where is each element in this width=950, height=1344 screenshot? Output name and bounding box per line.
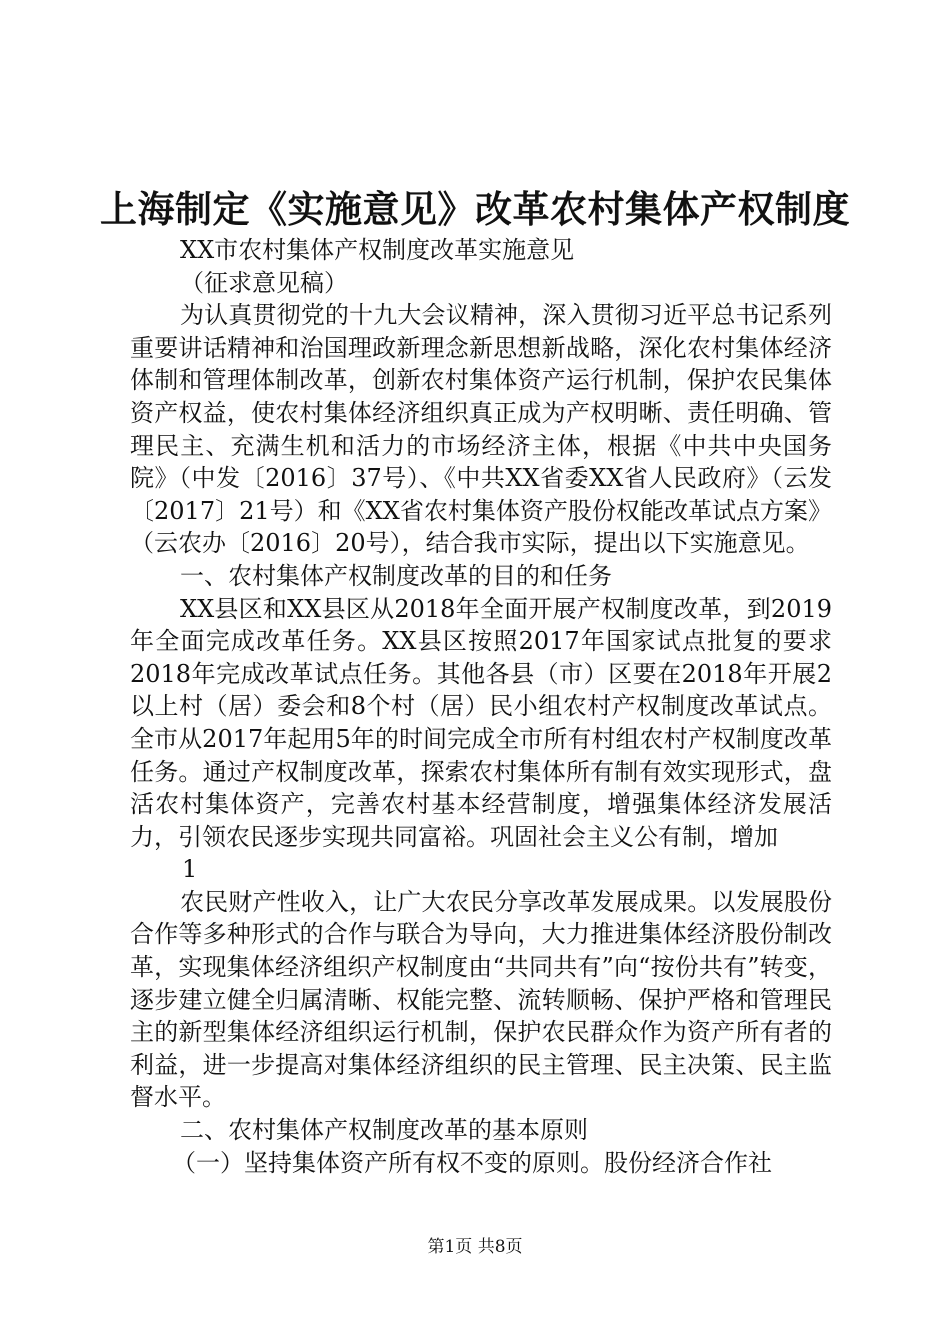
document-subtitle: XX市农村集体产权制度改革实施意见	[180, 236, 575, 264]
document-title: 上海制定《实施意见》改革农村集体产权制度	[100, 187, 850, 231]
page-footer: 第1页 共8页	[427, 1237, 523, 1257]
paragraph-3: （一）坚持集体资产所有权不变的原则。股份经济合作社	[172, 1148, 772, 1177]
section-heading-1: 一、农村集体产权制度改革的目的和任务	[180, 561, 612, 590]
paragraph-intro: 为认真贯彻党的十九大会议精神，深入贯彻习近平总书记系列重要讲话精神和治国理政新理念新思想新战略，深化农村集体经济体制和管理体制改革，创新农村集体资产运行机制，保护农民集体资产权益，使农村集体经济组织真正成为产权明晰、责任明确、管理民主、充满生机和活力的市场经济主体，根据《中共中央国务院》（中发〔2016〕37号）、《中共XX省委XX省人民政府》（云发〔2017〕21号）和《XX省农村集体资产股份权能改革试点方案》（云农办〔2016〕20号），结合我市实际，提出以下实施意见。	[130, 301, 832, 558]
document-body	[130, 234, 832, 1179]
paragraph-1: XX县区和XX县区从2018年全面开展产权制度改革，到2019年全面完成改革任务。XX县区按照2017年国家试点批复的要求2018年完成改革试点任务。其他各县（市）区要在2018年开展2以上村（居）委会和8个村（居）民小组农村产权制度改革试点。全市从2017年起用5年的时间完成全市所有村组农村产权制度改革任务。通过产权制度改革，探索农村集体所有制有效实现形式，盘活农村集体资产，完善农村基本经营制度，增强集体经济发展活力，引领农民逐步实现共同富裕。巩固社会主义公有制，增加	[130, 594, 832, 851]
draft-note: （征求意见稿）	[180, 268, 348, 297]
inline-page-number: 1	[182, 855, 198, 884]
paragraph-2: 农民财产性收入，让广大农民分享改革发展成果。以发展股份合作等多种形式的合作与联合为导向，大力推进集体经济股份制改革，实现集体经济组织产权制度由“共同共有”向“按份共有”转变，逐步建立健全归属清晰、权能完整、流转顺畅、保护严格和管理民主的新型集体经济组织运行机制，保护农民群众作为资产所有者的利益，进一步提高对集体经济组织的民主管理、民主决策、民主监督水平。	[130, 887, 832, 1112]
section-heading-2: 二、农村集体产权制度改革的基本原则	[180, 1116, 588, 1145]
